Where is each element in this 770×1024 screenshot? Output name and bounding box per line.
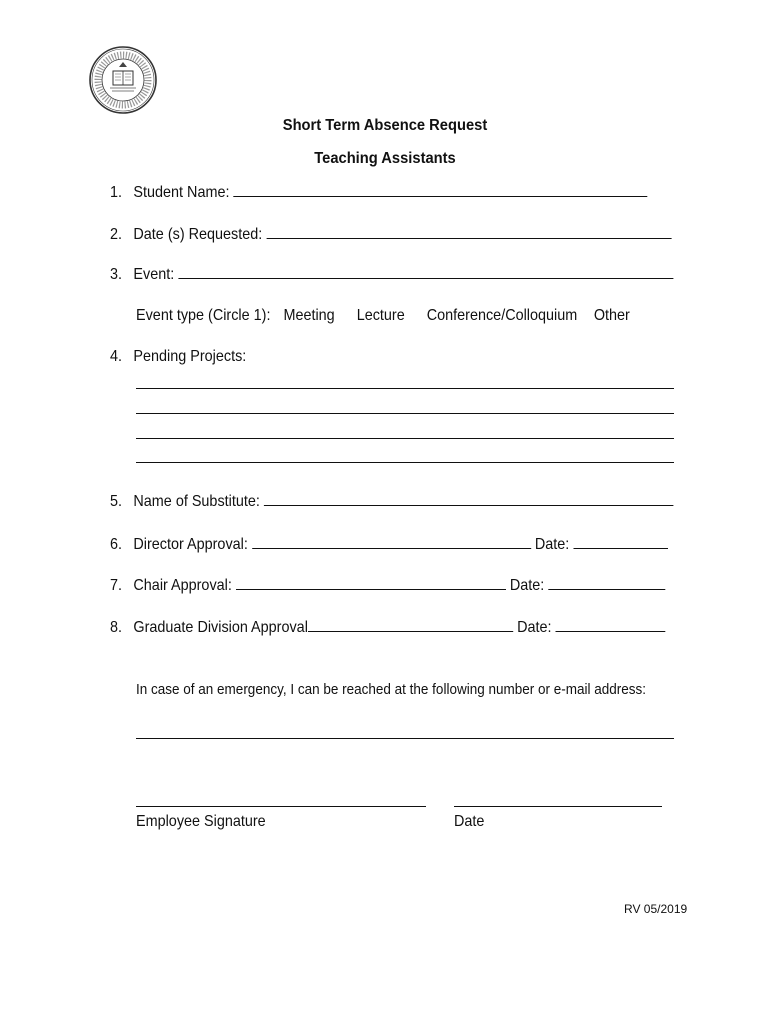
graduate-date-line[interactable] bbox=[556, 617, 666, 632]
chair-date-label: Date: bbox=[509, 577, 545, 594]
event-type-option-other[interactable]: Other bbox=[593, 307, 630, 324]
employee-signature-line[interactable] bbox=[136, 806, 426, 807]
university-seal-logo bbox=[88, 45, 158, 115]
graduate-date-label: Date: bbox=[517, 619, 552, 636]
director-date-line[interactable] bbox=[573, 534, 668, 549]
substitute-field: 5. Name of Substitute: bbox=[110, 491, 673, 511]
director-date-label: Date: bbox=[534, 536, 570, 553]
event-label: Event: bbox=[133, 266, 175, 283]
pending-projects-field: 4. Pending Projects: bbox=[110, 348, 247, 365]
pending-projects-line-1[interactable] bbox=[136, 388, 674, 389]
graduate-approval-line[interactable] bbox=[308, 617, 513, 632]
event-line[interactable] bbox=[178, 264, 673, 279]
signature-date-label: Date bbox=[454, 813, 485, 830]
dates-requested-line[interactable] bbox=[266, 224, 671, 239]
event-type-label: Event type (Circle 1): bbox=[136, 307, 271, 324]
pending-projects-line-2[interactable] bbox=[136, 413, 674, 414]
revision-label: RV 05/2019 bbox=[624, 902, 688, 916]
emergency-contact-line[interactable] bbox=[136, 738, 674, 739]
substitute-label: Name of Substitute: bbox=[133, 493, 260, 510]
chair-date-line[interactable] bbox=[548, 575, 665, 590]
pending-projects-line-3[interactable] bbox=[136, 438, 674, 439]
pending-projects-line-4[interactable] bbox=[136, 462, 674, 463]
dates-requested-label: Date (s) Requested: bbox=[133, 226, 263, 243]
dates-requested-field: 2. Date (s) Requested: bbox=[110, 224, 671, 244]
event-field: 3. Event: bbox=[110, 264, 673, 284]
director-approval-field: 6. Director Approval: Date: bbox=[110, 534, 668, 554]
graduate-approval-label: Graduate Division Approval bbox=[133, 619, 308, 636]
event-type-option-lecture[interactable]: Lecture bbox=[356, 307, 405, 324]
event-type-row bbox=[136, 307, 630, 325]
student-name-line[interactable] bbox=[233, 182, 647, 197]
emergency-contact-text: In case of an emergency, I can be reached at the following number or e-mail address: bbox=[136, 681, 647, 698]
signature-date-line[interactable] bbox=[454, 806, 662, 807]
graduate-approval-field: 8. Graduate Division Approval Date: bbox=[110, 617, 665, 637]
student-name-label: Student Name: bbox=[133, 184, 230, 201]
student-name-field: 1. Student Name: bbox=[110, 182, 647, 202]
director-approval-label: Director Approval: bbox=[133, 536, 248, 553]
pending-projects-label: Pending Projects: bbox=[133, 348, 247, 365]
event-type-option-conference[interactable]: Conference/Colloquium bbox=[426, 307, 578, 324]
chair-approval-label: Chair Approval: bbox=[133, 577, 232, 594]
substitute-line[interactable] bbox=[264, 491, 674, 506]
director-approval-line[interactable] bbox=[252, 534, 531, 549]
employee-signature-label: Employee Signature bbox=[136, 813, 266, 830]
event-type-option-meeting[interactable]: Meeting bbox=[283, 307, 335, 324]
form-subtitle: Teaching Assistants bbox=[314, 150, 456, 167]
chair-approval-line[interactable] bbox=[236, 575, 506, 590]
form-title: Short Term Absence Request bbox=[282, 117, 488, 134]
chair-approval-field: 7. Chair Approval: Date: bbox=[110, 575, 665, 595]
